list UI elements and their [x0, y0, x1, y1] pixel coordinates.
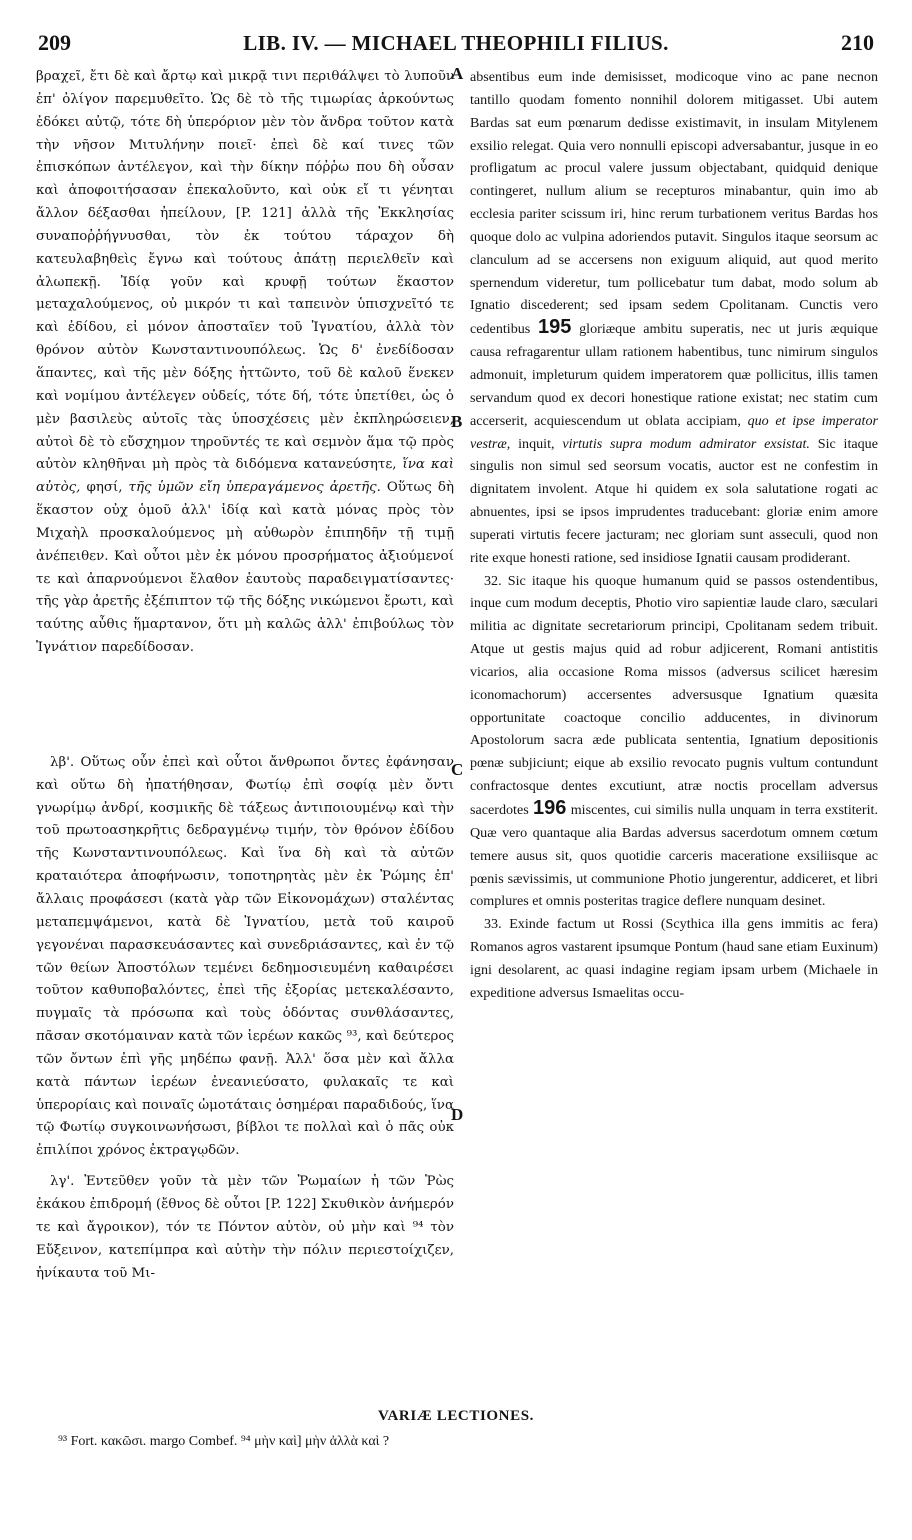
- latin-text: 32. Sic itaque his quoque humanum quid se passos ostendentibus, inque cum modum deceptis, Photio viro sapientiæ laude claro, sæculari militia ac dignitate secretariorum principi, Cpolitanam sedem tribuit. Atque ut gestis majus quid ad robur adjicerent, Romani antistitis vicarios, alia occasione Roma missos (adversus scilicet hæresim iconomachorum) accersentes adversusque Ignatium quæsita opportunitate coactoque concilio adducentes, in divinorum Apostolorum sacra æde publicata sententia, Ignatium depositionis pœnæ subjiciunt; eique ab exsilio revocato pugnis vultum contundunt confractosque dentes excutiunt, atræ noctis procellam adversus sacerdotes: [470, 572, 878, 818]
- latin-paragraph-32: [470, 570, 878, 914]
- greek-column: [36, 66, 454, 1285]
- greek-paragraph-32: λβ'. Οὕτως οὖν ἐπεὶ καὶ οὗτοι ἄνθρωποι ὄντες ἐφάνησαν καὶ οὕτω δὴ ἠπατήθησαν, Φωτίῳ ἐπὶ σοφίᾳ μὲν ὄντι γνωρίμῳ ἀνδρί, κοσμικῆς δὲ τάξεως ἀντιποιουμένῳ καὶ τὴν τοῦ πρωτοασηκρῆτις δεδραγμένῳ τιμήν, τὸν θρόνον ἐδίδου τῆς Κωνσταντινουπόλεως. Καὶ ἵνα δὴ καὶ τὰ αὐτῶν κραταιότερα ἀποφήνωσιν, τοποτηρητὰς μὲν ἐκ Ῥώμης ἐπ' ἄλλαις προφάσεσι (κατὰ γὰρ τῶν Εἰκονομάχων) σταλέντας μεταπεμψάμενοι, κατὰ δὲ Ἰγνατίου, μετὰ τοῦ καιροῦ γεγονέναι παρασκευάσαντες καὶ συνεδριάσαντες, καὶ ἐν τῷ τῶν θείων Ἀποστόλων τεμένει δεδημοσιευμένη καθαιρέσει τοῦτον καθυποβαλόντες, ἐπεὶ τῆς ἐξορίας μετεκαλέσαντο, πυγμαῖς τὰ πρόσωπα καὶ τοὺς ὀδόντας συνθλάσαντες, πᾶσαν σκοτόμαιναν κατὰ τῶν ἱερέων κακῶς ⁹³, καὶ δεύτερος τῶν ὄντων ἐπὶ γῆς μηδέπω φανῇ. Ἀλλ' ὅσα μὲν καὶ ἄλλα κατὰ πάντων ἱερέων ἐνεανιεύσατο, φυλακαῖς τε καὶ ὑπερορίαις καὶ ποιναῖς ὠμοτάταις ὁσημέραι παραδιδούς, ἵνα τῷ Φωτίῳ συγκοινωνήσωσι, βίβλοι τε πολλαὶ καὶ ὁ πᾶς οὐκ ἐπιλίποι χρόνος ἐκτραγῳδῶν.: [36, 754, 454, 1159]
- column-number-195: 195: [538, 316, 572, 339]
- latin-italic: quo et ipse imperator vestræ,: [470, 412, 878, 452]
- greek-italic: τῆς ὑμῶν εἴη ὑπεραγάμενος ἀρετῆς.: [128, 480, 381, 496]
- latin-text: absentibus eum inde demisisset, modicoque vino ac pane necnon tantillo quodam fomento nonnihil dolorem mitigasset. Ubi autem Bardas sat eum pœnarum dedisse existimavit, in insulam Mitylenem exsilio relegat. Quia vero nonnulli episcopi adversabantur, jusque in eo profligatum ac procul valere jussum objectabant, quidquid denique contingeret, nullum alium se recepturos minabantur, quin imo ab ecclesia pariter scissum iri, hinc rerum turbationem veritus Bardas hos quoque dolo ac vulpina adoriendos putavit. Singulos itaque seorsum ac clanculum ad se accersens non exiguum aliquid, aut quod merito spernendum videretur, tum pollicebatur tum dabat, modo solum ab Ignatio discederent; sed ipsam sedem Cpolitanam. Cunctis vero cedentibus: [470, 69, 878, 338]
- right-page-number: 210: [840, 30, 874, 55]
- latin-text: miscentes, cui similis nulla unquam in terra exstiterit. Quæ vero quantaque alia Bardas adversus sacerdotum omnem cœtum temere ausus sit, quos quotidie carceris maceratione exsiliisque ac pœnis sævissimis, ut communione Photio jungerentur, addiceret, et libri complures et omnis posteritas tragice deflere nunquam desinet.: [470, 802, 878, 910]
- greek-text: φησί,: [86, 480, 123, 496]
- latin-column: [470, 66, 878, 1005]
- running-header: [38, 30, 874, 64]
- latin-text: gloriæque ambitu superatis, nec ut juris æquique causa refragarentur ullam rationem habentibus, tunc nimirum singulos admonuit, impleturum quidem imperatorem quæ pollicitus, illis tamen servandum quod ex decori honestique ratione existat; nec statim cum accerserit, acquiescendum ut oblata accipiam,: [470, 321, 878, 429]
- greek-paragraph-1: [36, 66, 454, 660]
- latin-paragraph-1: [470, 66, 878, 570]
- margin-mark-d: D: [451, 1105, 464, 1124]
- margin-mark-a: A: [451, 64, 464, 83]
- latin-text: Sic itaque singulis non simul sed seorsum vocatis, auctor est ne confestim in dignitatem involent. Atque hi quidem ex sola salutatione rogati ac abnuentes, ipsi se ipsos imprudentes traducebant: gloriæ enim amore superati virtutis fecere jacturam; nec gloriam sunt asseculi, quod non rite exque honesti ratione, sed insidiose Ignatii causam prodiderant.: [470, 435, 878, 566]
- column-number-196: 196: [533, 797, 567, 819]
- margin-mark-b: B: [451, 412, 463, 431]
- latin-text: inquit,: [518, 435, 555, 452]
- running-title: LIB. IV. — MICHAEL THEOPHILI FILIUS.: [243, 31, 669, 55]
- left-page-number: 209: [38, 30, 71, 55]
- margin-mark-c: C: [451, 760, 464, 779]
- greek-paragraph-33: λγ'. Ἐντεῦθεν γοῦν τὰ μὲν τῶν Ῥωμαίων ἡ τῶν Ῥὼς ἐκάκου ἐπιδρομή (ἔθνος δὲ οὗτοι [P. 122] Σκυθικὸν ἀνήμερόν τε καὶ ἄγροικον), τόν τε Πόντον αὐτὸν, οὐ μὴν καὶ ⁹⁴ τὸν Εὔξεινον, κατεπίμπρα καὶ αὐτὴν τὴν πόλιν περιεστοίχιζεν, ἡνίκαυτα τοῦ Μι-: [36, 1174, 454, 1281]
- greek-text: βραχεῖ, ἔτι δὲ καὶ ἄρτῳ καὶ μικρᾷ τινι περιθάλψει τὸ λυποῦν ἐπ' ὀλίγον παρεμυθεῖτο. Ὡς δὲ τὸ τῆς τιμωρίας ἀρκούντως ἐδόκει αὐτῷ, τότε δὴ ὑπερόριον μὲν τὸν ἄνδρα τοῦτον κατὰ τὴν νῆσον Μιτυλήνην ποιεῖ· ἐπεὶ δὲ καί τινες τῶν ἐπισκόπων ἀντέλεγον, καὶ τὴν δίκην πόῤῥω που δὴ οὖσαν καὶ ἀποφοιτήσασαν ἐπεκαλοῦντο, καὶ οὐκ εἴ τι γένηται ἄλλον δέξασθαι ἠπείλουν, [P. 121] ἀλλὰ τῆς Ἐκκλησίας συναποῤῥήγνυσθαι, τὸν ἐκ τούτου τάραχον δὴ κατευλαβηθεὶς ἔγνω καὶ τούτους ἀπάτῃ περιελθεῖν καὶ ἀλωπεκῇ. Ἰδίᾳ γοῦν καὶ κρυφῇ τούτων ἕκαστον μεταχαλούμενος, οὐ μικρόν τι καὶ ταπεινὸν ὑπισχνεῖτό τε καὶ ἐδίδου, εἰ μόνον ἀποσταῖεν τοῦ Ἰγνατίου, ἀλλὰ τὸν θρόνον αὐτὸν Κωνσταντινουπόλεως. Ὡς δ' ἐνεδίδοσαν ἅπαντες, καὶ τῆς μὲν δόξης ἡττῶντο, τοῦ δὲ καλοῦ ἕνεκεν καὶ νομίμου ἀντέλεγεν οὐδείς, τότε δή, τότε ὑπετίθει, ὡς ὁ μὲν βασιλεὺς αὐτοῖς τὰς ὑποσχέσεις μὲν ἐκπληρώσειεν, αὐτοὶ δὲ τὸ εὔσχημον τηροῦντές τε καὶ σεμνὸν ἅμα τῷ πρὸς αὐτὸν κληθῆναι μὴ πρὸς τὰ διδόμενα κατανεύσητε,: [36, 69, 454, 473]
- greek-text: Οὕτως δὴ ἕκαστον οὐχ ὁμοῦ ἀλλ' ἰδίᾳ καὶ κατὰ μόνας πρὸς τὸν Μιχαὴλ προσκαλούμενος μὴ αὐθωρὸν ἐπιπηδῆν τῇ τιμῇ ἀνέπειθεν. Καὶ οὗτοι μὲν ἐκ μόνου προσρήματος ἀξιούμενοί τε καὶ ἀπαρνούμενοι ἔλαθον ἑαυτοὺς παραδειγματίσαντες· τῆς γὰρ ἀρετῆς ἐξέπιπτον τῷ τῆς δόξης νικώμενοι ἔρωτι, καὶ ταύτης αὖθις ἥμαρτανον, ὅτι μὴ καλῶς ἀλλ' ἐπιβούλως τὸν Ἰγνάτιον παρεδίδοσαν.: [36, 480, 454, 656]
- variae-lectiones-note: ⁹³ Fort. κακῶσι. margo Combef. ⁹⁴ μὴν καὶ] μὴν ἀλλὰ καὶ ?: [58, 1434, 390, 1449]
- latin-italic: virtutis supra modum admirator exsistat.: [562, 435, 810, 452]
- variae-lectiones-heading: VARIÆ LECTIONES.: [377, 1408, 535, 1424]
- greek-italic: ἵνα καὶ αὐτὸς,: [36, 457, 455, 496]
- latin-paragraph-33: 33. Exinde factum ut Rossi (Scythica illa gens immitis ac fera) Romanos agros vastarent ipsumque Pontum (haud sane etiam Euxinum) igni desolarent, ac quasi indagine regiam ipsam urbem (Michaele in expeditione adversus Ismaelitas occu-: [470, 916, 878, 1001]
